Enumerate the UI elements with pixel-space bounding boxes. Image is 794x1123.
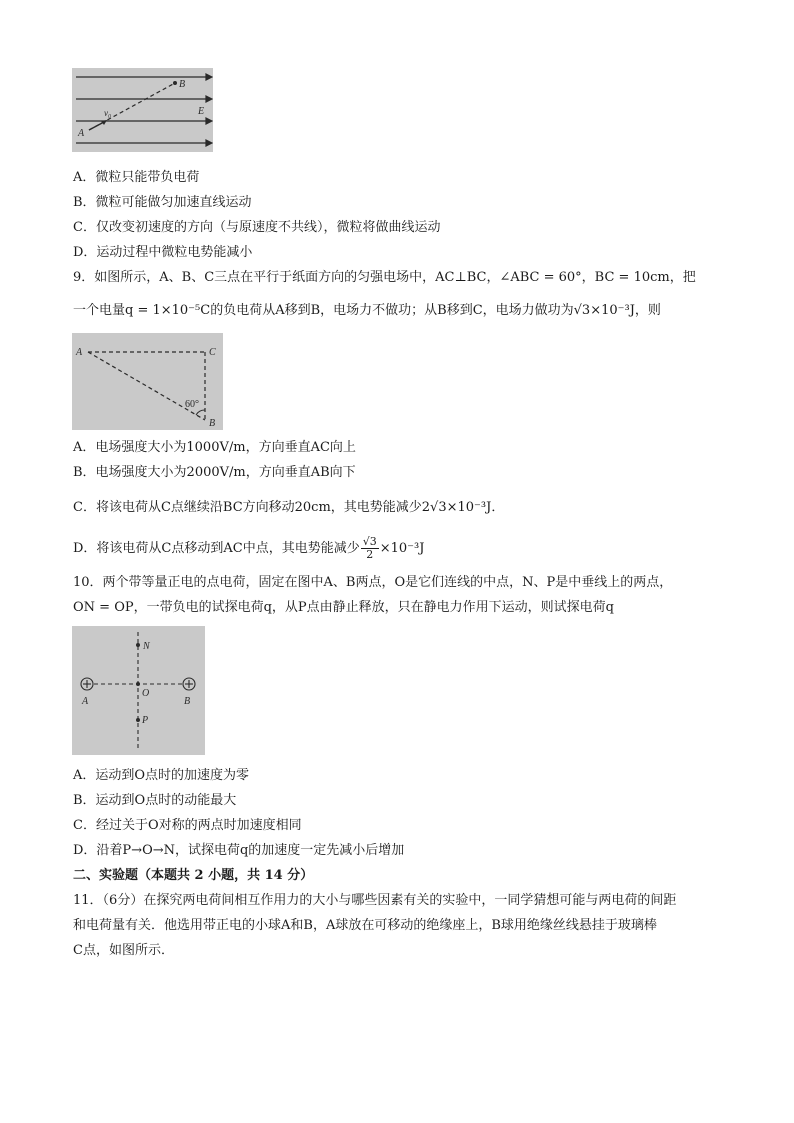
- q10-option-b: B．运动到O点时的动能最大: [73, 793, 237, 808]
- q10-figure: [72, 626, 205, 755]
- q9-option-b: B．电场强度大小为2000V/m，方向垂直AB向下: [73, 465, 356, 480]
- q11-line3: C点，如图所示．: [73, 943, 174, 958]
- q8-option-c: C．仅改变初速度的方向（与原速度不共线），微粒将做曲线运动: [73, 220, 441, 235]
- q9-stem-line2: 一个电量q = 1×10⁻⁵C的负电荷从A移到B，电场力不做功；从B移到C，电场力做功为√3×10⁻³J，则: [73, 303, 661, 318]
- q10-option-a: A．运动到O点时的加速度为零: [73, 768, 250, 783]
- q8-label-a: A: [78, 128, 85, 139]
- q8-label-b: B: [179, 79, 186, 90]
- q8-option-a: A．微粒只能带负电荷: [73, 170, 200, 185]
- q10-option-c: C．经过关于O对称的两点时加速度相同: [73, 818, 302, 833]
- q9-option-d-post: ×10⁻³J: [379, 541, 425, 556]
- q10-option-d: D．沿着P→O→N，试探电荷q的加速度一定先减小后增加: [73, 843, 405, 858]
- q9-label-a: A: [76, 347, 83, 358]
- q9-option-a: A．电场强度大小为1000V/m，方向垂直AC向上: [73, 440, 356, 455]
- q8-figure: [72, 68, 213, 152]
- q10-label-n: N: [143, 641, 150, 652]
- q11-line2: 和电荷量有关．他选用带正电的小球A和B，A球放在可移动的绝缘座上，B球用绝缘丝线悬挂于玻璃棒: [73, 918, 657, 933]
- section-2-heading: 二、实验题（本题共 2 小题，共 14 分）: [73, 868, 314, 883]
- q8-option-b: B．微粒可能做匀加速直线运动: [73, 195, 252, 210]
- q8-option-d: D．运动过程中微粒电势能减小: [73, 245, 253, 260]
- q11-line1: 11．（6分）在探究两电荷间相互作用力的大小与哪些因素有关的实验中，一同学猜想可能与两电荷的间距: [73, 893, 677, 908]
- q9-option-d: [73, 536, 424, 562]
- q9-stem-line1: 9．如图所示，A、B、C三点在平行于纸面方向的匀强电场中，AC⊥BC，∠ABC = 60°，BC = 10cm，把: [73, 270, 696, 285]
- q10-label-o: O: [142, 688, 150, 699]
- q10-label-p: P: [142, 715, 149, 726]
- q9-option-d-fraction: [361, 536, 379, 561]
- q9-figure: [72, 333, 223, 430]
- q10-label-a: A: [82, 696, 89, 707]
- q10-stem-line1: 10．两个带等量正电的点电荷，固定在图中A、B两点，O是它们连线的中点，N、P是中垂线上的两点，: [73, 575, 673, 590]
- q9-option-d-denominator: 2: [366, 548, 374, 561]
- q10-label-b: B: [184, 696, 191, 707]
- q9-label-angle: 60°: [185, 399, 199, 410]
- q9-option-c: C．将该电荷从C点继续沿BC方向移动20cm，其电势能减少2√3×10⁻³J．: [73, 500, 505, 515]
- q8-label-v0: v₀: [104, 108, 112, 118]
- q10-stem-line2: ON = OP，一带负电的试探电荷q，从P点由静止释放，只在静电力作用下运动，则试探电荷q: [73, 600, 614, 615]
- q9-label-b: B: [209, 418, 216, 429]
- q9-option-d-pre: D．将该电荷从C点移动到AC中点，其电势能减少: [73, 541, 360, 556]
- q8-label-e: E: [198, 106, 205, 117]
- q9-option-d-numerator: √3: [362, 535, 377, 548]
- q9-label-c: C: [209, 347, 216, 358]
